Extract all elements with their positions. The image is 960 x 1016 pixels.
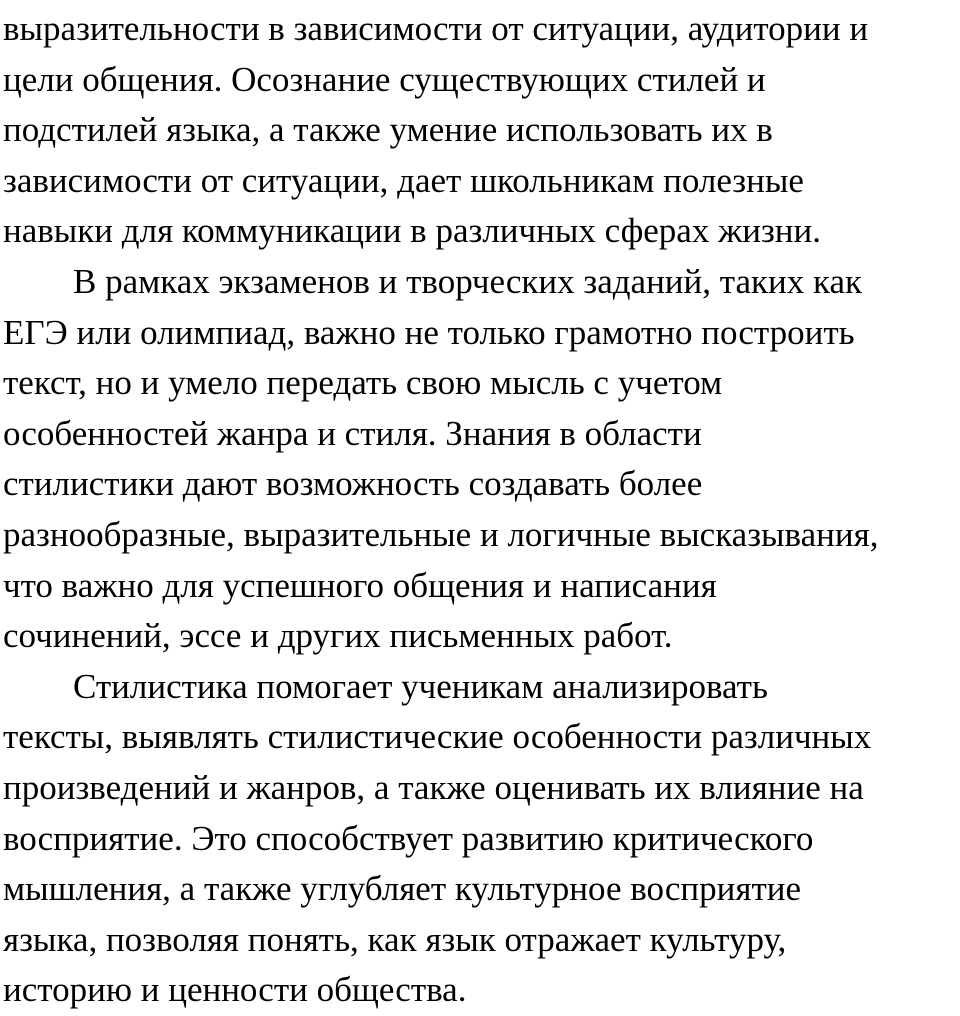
text-line: навыки для коммуникации в различных сферах жизни.: [3, 211, 822, 251]
text-line: произведений и жанров, а также оценивать их влияние на: [3, 767, 864, 807]
text-line: ЕГЭ или олимпиад, важно не только грамотно построить: [3, 312, 855, 352]
text-line: разнообразные, выразительные и логичные высказывания,: [3, 514, 879, 554]
text-line: особенностей жанра и стиля. Знания в области: [3, 413, 702, 453]
document-body: [3, 4, 958, 1016]
text-line: цели общения. Осознание существующих стилей и: [3, 59, 766, 99]
text-line: сочинений, эссе и других письменных работ.: [3, 616, 673, 656]
paragraph-first-line: Стилистика помогает ученикам анализировать: [73, 666, 768, 706]
text-line: что важно для успешного общения и написания: [3, 565, 717, 605]
text-line: мышления, а также углубляет культурное восприятие: [3, 869, 802, 909]
text-line: восприятие. Это способствует развитию критического: [3, 818, 814, 858]
text-line: языка, позволяя понять, как язык отражает культуру,: [3, 919, 787, 959]
text-line: текст, но и умело передать свою мысль с учетом: [3, 363, 723, 403]
text-line: тексты, выявлять стилистические особенности различных: [3, 717, 872, 757]
text-line: подстилей языка, а также умение использовать их в: [3, 110, 773, 150]
text-line: стилистики дают возможность создавать более: [3, 464, 703, 504]
text-line: зависимости от ситуации, дает школьникам полезные: [3, 160, 804, 200]
paragraph-first-line: В рамках экзаменов и творческих заданий, таких как: [73, 261, 863, 301]
text-line: выразительности в зависимости от ситуации, аудитории и: [3, 9, 869, 48]
text-line: историю и ценности общества.: [3, 970, 467, 1010]
